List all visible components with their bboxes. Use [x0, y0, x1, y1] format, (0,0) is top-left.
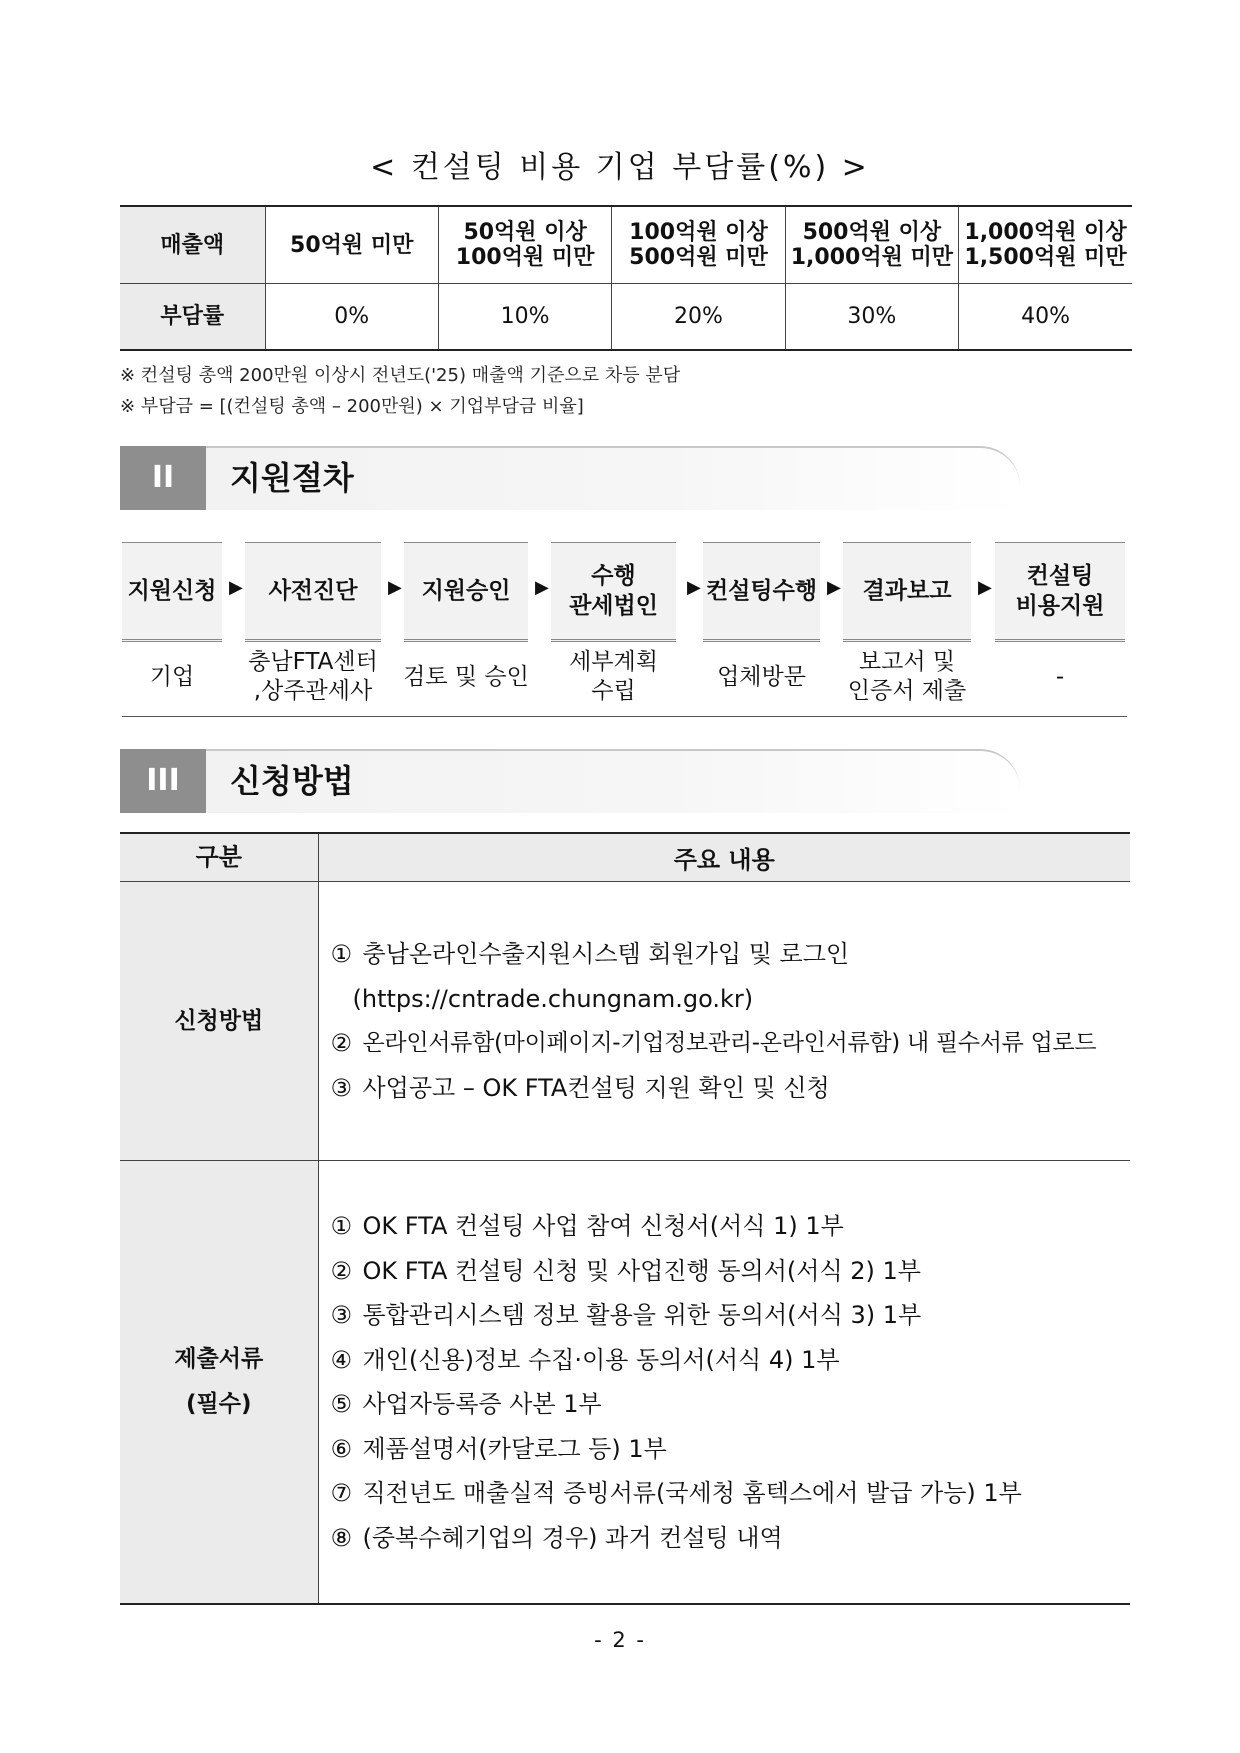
- row-content: [318, 882, 1130, 1161]
- divider: [122, 716, 1127, 717]
- list-item: ② 온라인서류함(마이페이지-기업정보관리-온라인서류함) 내 필수서류 업로드: [330, 1029, 1097, 1057]
- fee-rate-table: [120, 205, 1132, 351]
- header-category: 구분: [120, 833, 318, 882]
- sales-row: [120, 206, 1132, 284]
- flow-actor: 기업: [149, 663, 195, 690]
- rate-row: [120, 284, 1132, 351]
- flow-arrow-icon: ▶: [687, 577, 701, 598]
- sales-cell: 1,000억원 이상 1,500억원 미만: [959, 206, 1132, 284]
- sales-cell: 500억원 이상 1,000억원 미만: [785, 206, 958, 284]
- list-item: ① 충남온라인수출지원시스템 회원가입 및 로그인: [330, 940, 850, 968]
- flow-arrow-icon: ▶: [978, 577, 992, 598]
- fee-note: ※ 부담금 = [(컨설팅 총액 – 200만원) × 기업부담금 비율]: [120, 396, 584, 417]
- list-item: ⑤ 사업자등록증 사본 1부: [330, 1390, 602, 1418]
- sales-cell: 100억원 이상 500억원 미만: [612, 206, 785, 284]
- list-item: ⑧ (중복수혜기업의 경우) 과거 컨설팅 내역: [330, 1523, 783, 1552]
- flow-step: 사전진단: [245, 542, 381, 642]
- fee-table-title: < 컨설팅 비용 기업 부담률(%) >: [370, 150, 870, 185]
- rate-cell: 30%: [785, 284, 958, 351]
- list-item: ① OK FTA 컨설팅 사업 참여 신청서(서식 1) 1부: [330, 1212, 844, 1240]
- rate-cell: 0%: [265, 284, 438, 351]
- rate-cell: 40%: [959, 284, 1132, 351]
- sales-cell: 50억원 미만: [265, 206, 438, 284]
- section-number: III: [120, 749, 206, 813]
- table-row: [120, 1161, 1130, 1605]
- flow-actor: 충남FTA센터 ,상주관세사: [248, 649, 378, 704]
- section-number: II: [120, 446, 206, 510]
- list-item: ③ 통합관리시스템 정보 활용을 위한 동의서(서식 3) 1부: [330, 1301, 922, 1329]
- flow-actor: 검토 및 승인: [403, 663, 529, 690]
- rate-cell: 20%: [612, 284, 785, 351]
- flow-step: 결과보고: [843, 542, 971, 642]
- list-item: ③ 사업공고 – OK FTA컨설팅 지원 확인 및 신청: [330, 1073, 830, 1102]
- flow-actor: 세부계획 수립: [569, 649, 658, 704]
- sales-header: 매출액: [120, 206, 265, 284]
- flow-actor: -: [1055, 663, 1065, 690]
- flow-actor: 보고서 및 인증서 제출: [847, 649, 967, 704]
- table-header-row: [120, 833, 1130, 882]
- row-category: 제출서류 (필수): [120, 1161, 318, 1605]
- flow-arrow-icon: ▶: [388, 577, 402, 598]
- flow-step: 컨설팅수행: [703, 542, 820, 642]
- flow-step: 지원신청: [122, 542, 222, 642]
- flow-step: 컨설팅 비용지원: [995, 542, 1125, 642]
- row-content: [318, 1161, 1130, 1605]
- rate-header: 부담률: [120, 284, 265, 351]
- section-2-header: [120, 446, 1120, 508]
- list-item: ② OK FTA 컨설팅 신청 및 사업진행 동의서(서식 2) 1부: [330, 1256, 921, 1285]
- row-category: 신청방법: [120, 882, 318, 1161]
- flow-step: 수행 관세법인: [551, 542, 676, 642]
- url-text: (https://cntrade.chungnam.go.kr): [352, 984, 754, 1013]
- page-number: - 2 -: [594, 1628, 646, 1652]
- section-3-header: [120, 749, 1120, 811]
- application-method-table: [120, 832, 1130, 1605]
- flow-arrow-icon: ▶: [535, 577, 549, 598]
- list-item: ⑦ 직전년도 매출실적 증빙서류(국세청 홈텍스에서 발급 가능) 1부: [330, 1479, 1022, 1507]
- rate-cell: 10%: [438, 284, 611, 351]
- section-title: 신청방법: [230, 762, 354, 800]
- sales-cell: 50억원 이상 100억원 미만: [438, 206, 611, 284]
- list-item: ⑥ 제품설명서(카달로그 등) 1부: [330, 1434, 667, 1463]
- section-title: 지원절차: [230, 459, 354, 497]
- flow-step: 지원승인: [404, 542, 528, 642]
- flow-arrow-icon: ▶: [229, 577, 243, 598]
- table-row: [120, 882, 1130, 1161]
- fee-note: ※ 컨설팅 총액 200만원 이상시 전년도('25) 매출액 기준으로 차등 분담: [120, 365, 681, 386]
- header-content: 주요 내용: [318, 833, 1130, 882]
- flow-actor: 업체방문: [717, 663, 806, 690]
- list-item: ④ 개인(신용)정보 수집·이용 동의서(서식 4) 1부: [330, 1345, 840, 1374]
- flow-arrow-icon: ▶: [827, 577, 841, 598]
